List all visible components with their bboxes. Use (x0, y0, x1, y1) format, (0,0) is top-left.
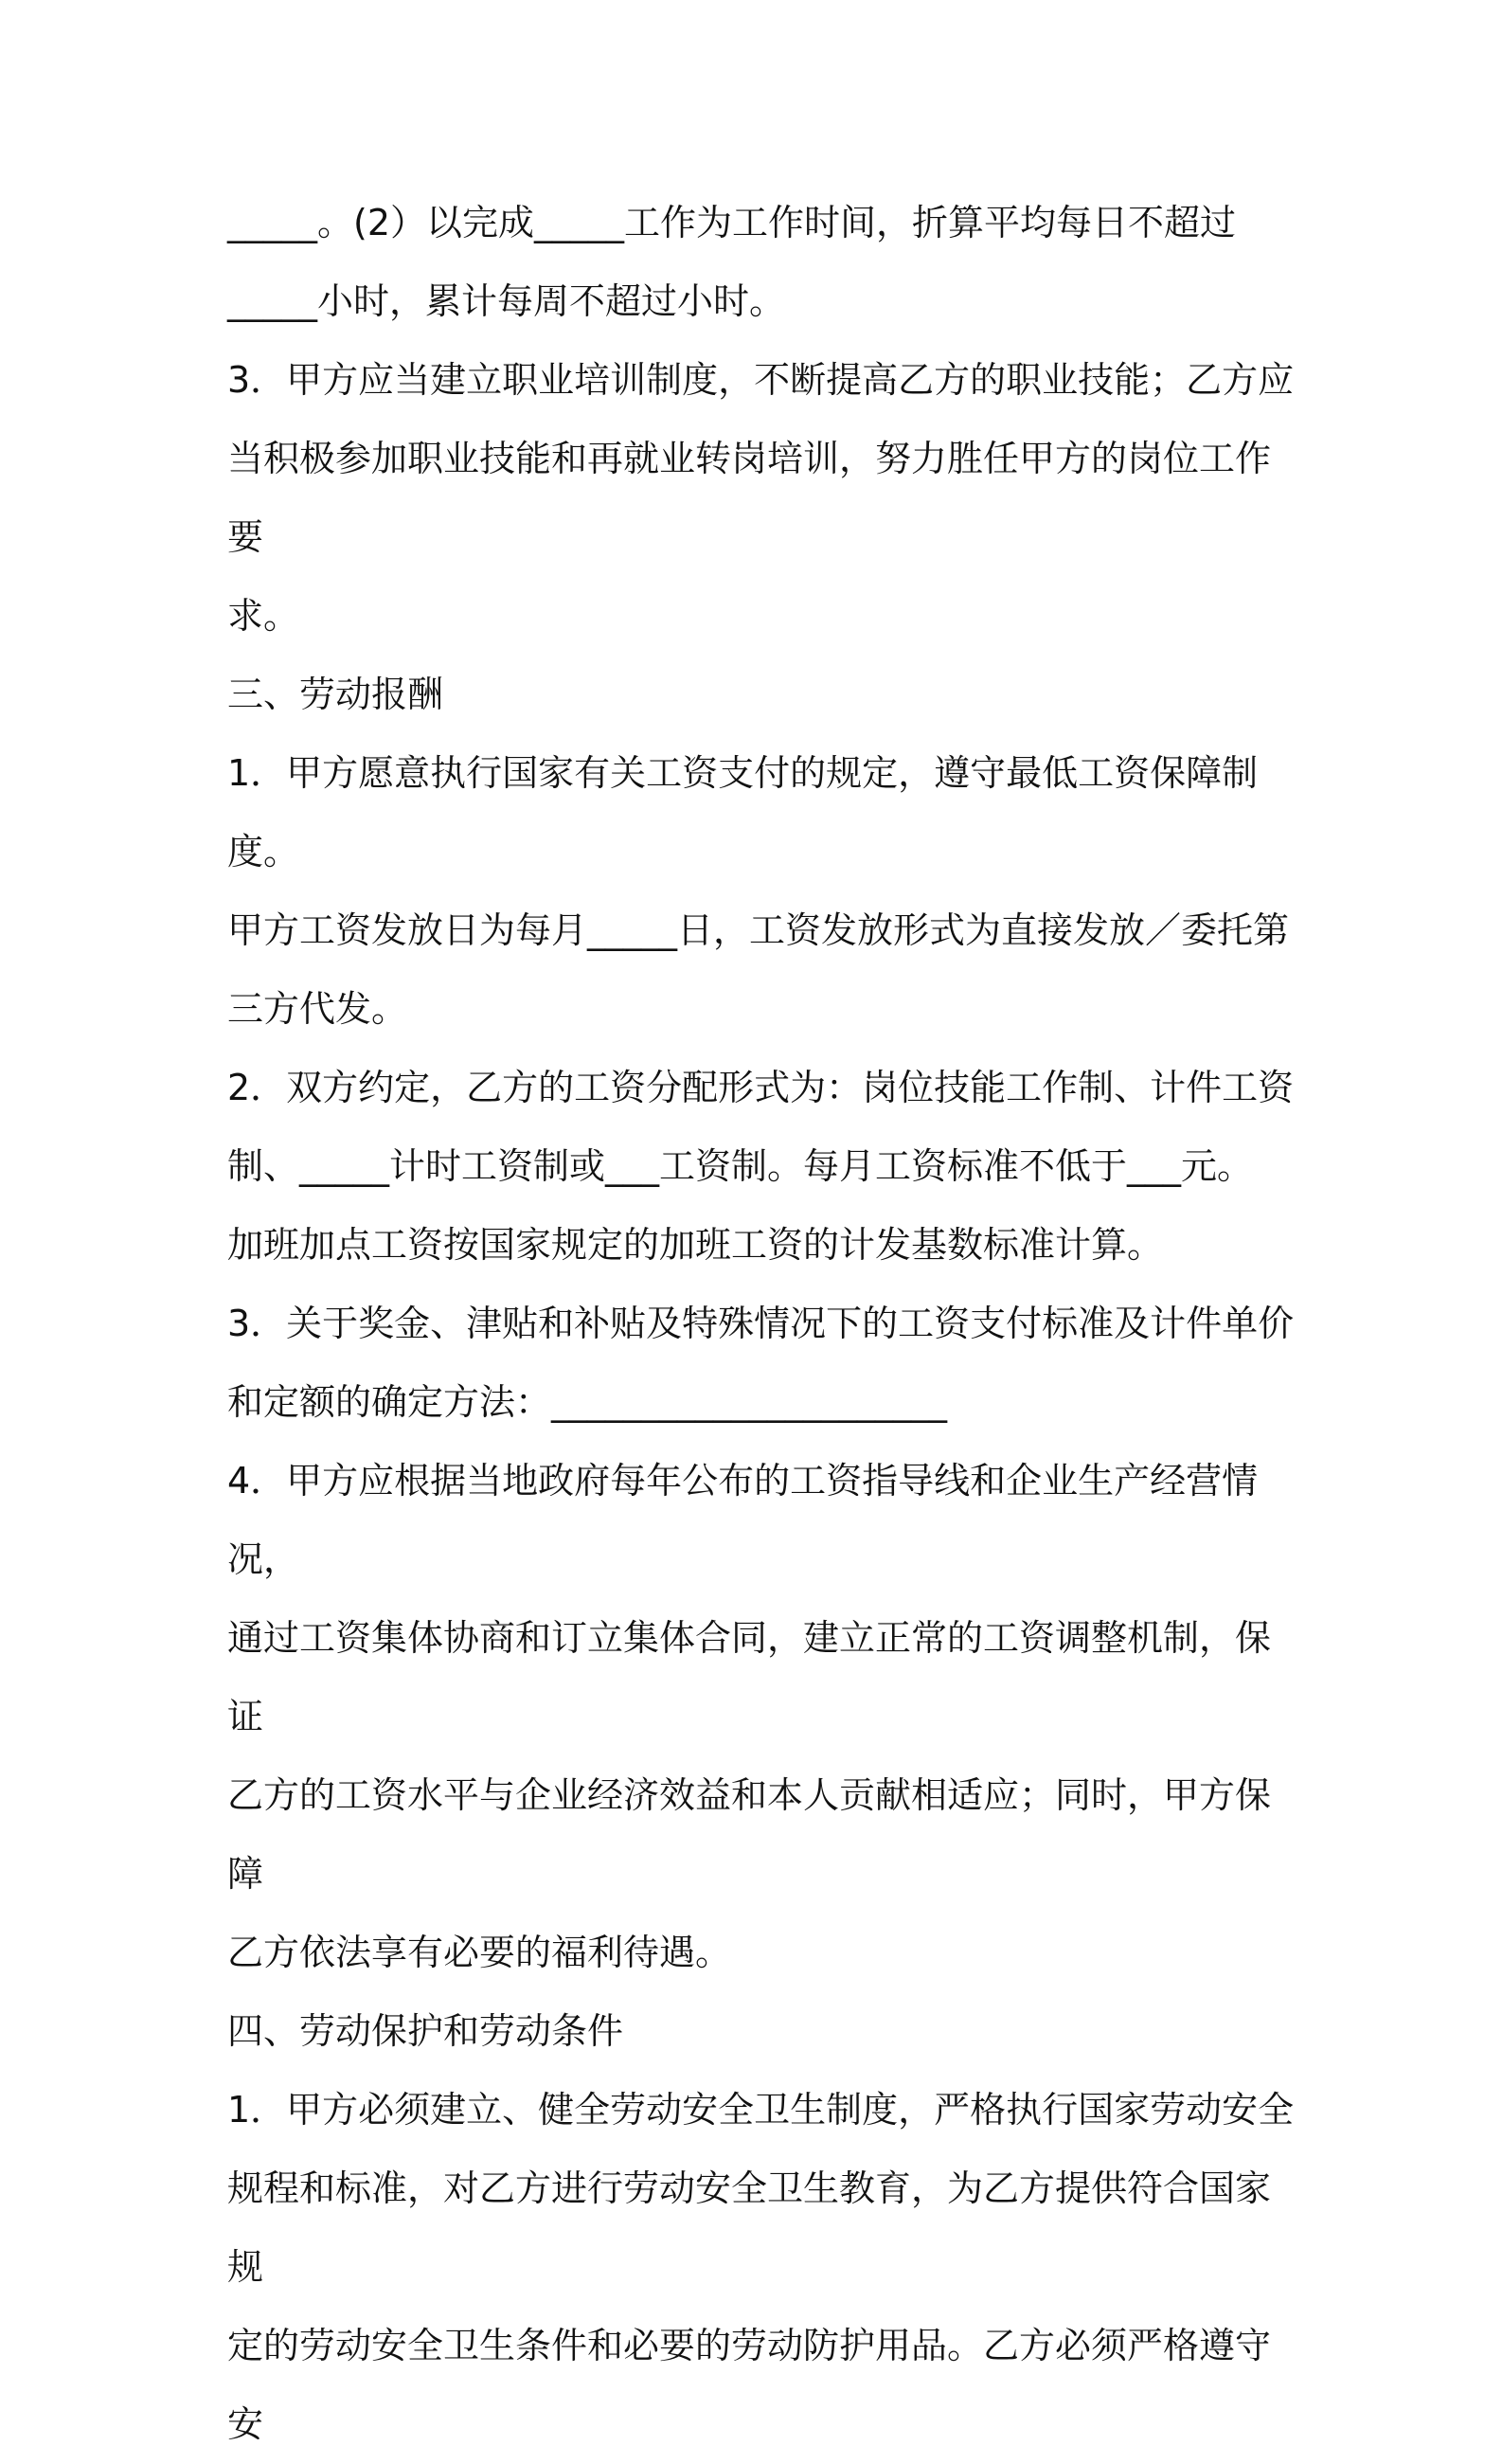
text-line: 三方代发。 (227, 988, 408, 1030)
text-line: _____小时，累计每周不超过小时。 (227, 280, 786, 322)
text-line: 规程和标准，对乙方进行劳动安全卫生教育，为乙方提供符合国家规 (227, 2167, 1272, 2288)
text-line: 乙方的工资水平与企业经济效益和本人贡献相适应；同时，甲方保障 (227, 1774, 1272, 1895)
text-line: 通过工资集体协商和订立集体合同，建立正常的工资调整机制，保证 (227, 1617, 1272, 1737)
text-line: 4．甲方应根据当地政府每年公布的工资指导线和企业生产经营情况， (227, 1460, 1259, 1580)
text-line: 当积极参加职业技能和再就业转岗培训，努力胜任甲方的岗位工作要 (227, 438, 1272, 558)
text-line: 1．甲方必须建立、健全劳动安全卫生制度，严格执行国家劳动安全 (227, 2089, 1295, 2131)
document-body (227, 184, 1297, 2464)
text-line: 3．关于奖金、津贴和补贴及特殊情况下的工资支付标准及计件单价 (227, 1303, 1295, 1344)
section-heading: 三、劳动报酬 (227, 674, 444, 715)
text-line: 定的劳动安全卫生条件和必要的劳动防护用品。乙方必须严格遵守安 (227, 2325, 1272, 2445)
text-line: _____。(2）以完成_____工作为工作时间，折算平均每日不超过 (227, 202, 1237, 243)
text-line: 2．双方约定，乙方的工资分配形式为：岗位技能工作制、计件工资 (227, 1067, 1295, 1108)
text-line: 1．甲方愿意执行国家有关工资支付的规定，遵守最低工资保障制度。 (227, 752, 1259, 872)
text-line: 和定额的确定方法：______________________ (227, 1381, 948, 1423)
text-line: 甲方工资发放日为每月_____日，工资发放形式为直接发放／委托第 (227, 909, 1290, 951)
text-line: 制、_____计时工资制或___工资制。每月工资标准不低于___元。 (227, 1145, 1254, 1187)
text-line: 加班加点工资按国家规定的加班工资的计发基数标准计算。 (227, 1224, 1164, 1266)
section-heading: 四、劳动保护和劳动条件 (227, 2010, 624, 2052)
text-line: 乙方依法享有必要的福利待遇。 (227, 1932, 732, 1973)
text-line: 3．甲方应当建立职业培训制度，不断提高乙方的职业技能；乙方应 (227, 359, 1295, 401)
text-line: 求。 (227, 595, 300, 637)
